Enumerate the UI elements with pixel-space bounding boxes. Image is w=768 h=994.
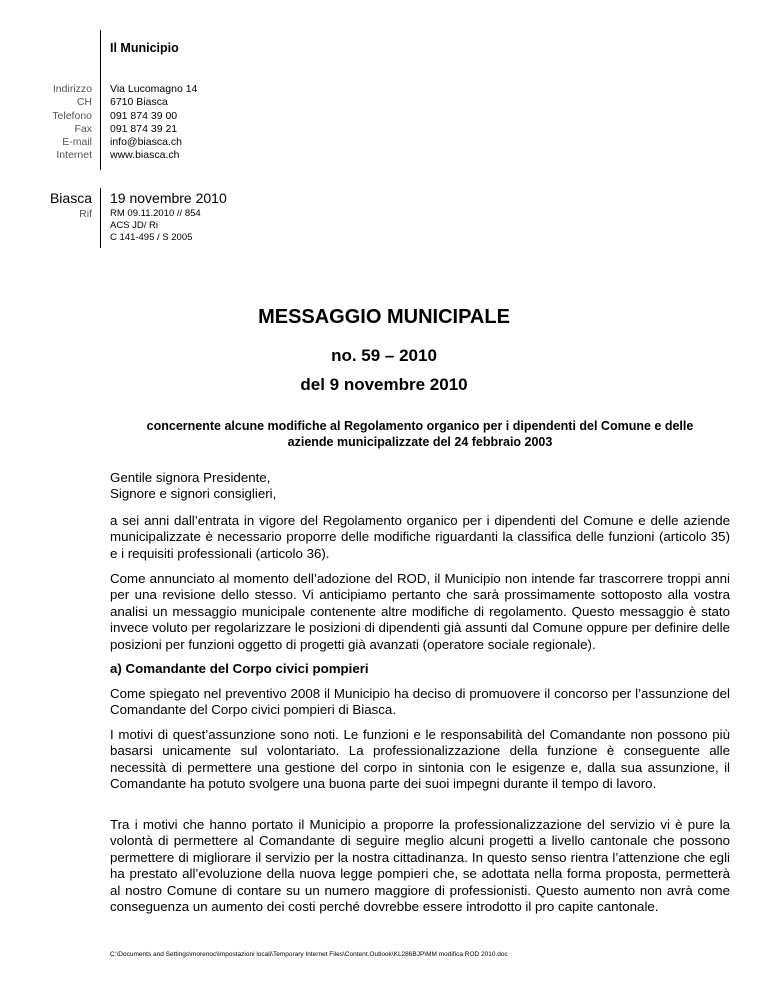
subject-line-2: aziende municipalizzate del 24 febbraio 2003 xyxy=(287,435,553,449)
postal-value: 6710 Biasca xyxy=(110,96,168,109)
body-paragraph-2: Come annunciato al momento dell’adozione del ROD, il Municipio non intende far trascorrere troppi anni per una revisione dello stesso. Vi anticipiamo pertanto che sarà prossimamente sottoposto alla vostra analisi un messaggio municipale contenente altre modifiche di regolamento. Questo messaggio è stato invece voluto per regolarizzare le posizioni di dipendenti già assunti dal Comune oppure per definire delle posizioni per funzioni oggetto di progetti già avanzati (operatore sociale regionale). xyxy=(110,571,730,652)
letter-date: 19 novembre 2010 xyxy=(110,190,227,206)
website-link[interactable]: www.biasca.ch xyxy=(110,149,180,162)
document-title: MESSAGGIO MUNICIPALE xyxy=(258,306,510,328)
subject-line-1: concernente alcune modifiche al Regolamento organico per i dipendenti del Comune e delle xyxy=(146,419,694,433)
contact-values xyxy=(110,83,197,163)
reference-item: RM 09.11.2010 // 854 xyxy=(110,208,201,219)
label-country: CH xyxy=(76,96,92,109)
label-phone: Telefono xyxy=(52,109,92,122)
header-divider xyxy=(100,30,101,170)
email-link[interactable]: info@biasca.ch xyxy=(110,136,182,149)
label-internet: Internet xyxy=(56,149,92,162)
label-address: Indirizzo xyxy=(52,83,92,95)
organization-name: Il Municipio xyxy=(110,41,179,55)
ref-label: Rif xyxy=(79,208,92,220)
label-fax: Fax xyxy=(74,122,92,135)
salutation xyxy=(110,470,730,503)
contact-labels xyxy=(52,83,92,163)
footer-file-path: C:\Documents and Settings\morenoc\Impostazioni locali\Temporary Internet Files\Content.Outlook\KL286BJP\MM modifica ROD 2010.doc xyxy=(110,951,508,958)
body-paragraph-5: Tra i motivi che hanno portato il Municipio a proporre la professionalizzazione del servizio vi è pure la volontà di permettere al Comandante di seguire meglio alcuni progetti a livello cantonale che possono permettere di migliorare il servizio per la nostra cittadinanza. In questo senso rientra l’attenzione che egli ha prestato all’evoluzione della nuova legge pompieri che, se adottata nella forma proposta, permetterà al nostro Comune di contare su un numero maggiore di professionisti. Questo aumento non avrà come conseguenza un aumento dei costi perché dovrebbe essere introdotto il pro capite cantonale. xyxy=(110,817,730,915)
place-label: Biasca xyxy=(49,190,92,206)
section-heading-a: a) Comandante del Corpo civici pompieri xyxy=(110,661,369,676)
message-number: no. 59 – 2010 xyxy=(331,346,437,365)
message-date: del 9 novembre 2010 xyxy=(300,375,468,394)
reference-item: ACS JD/ Ri xyxy=(110,220,159,232)
body-paragraph-1: a sei anni dall’entrata in vigore del Regolamento organico per i dipendenti del Comune e delle aziende municipalizzate è necessario proporre delle modifiche riguardanti la classifica delle funzioni (articolo 35) e i requisiti professionali (articolo 36). xyxy=(110,513,730,561)
subject xyxy=(110,418,730,450)
reference-item: C 141-495 / S 2005 xyxy=(110,232,193,244)
body-paragraph-4: I motivi di quest’assunzione sono noti. Le funzioni e le responsabilità del Comandante non possono più basarsi unicamente sul volontariato. La professionalizzazione della funzione è conseguente alle necessità di permettere una gestione del corpo in sintonia con le esigenze e, dalla sua assunzione, il Comandante ha potuto svolgere una buona parte dei suoi impegni durante il tempo di lavoro. xyxy=(110,727,730,792)
phone-value: 091 874 39 00 xyxy=(110,109,178,122)
header-divider-2 xyxy=(100,188,101,248)
fax-value: 091 874 39 21 xyxy=(110,122,178,135)
label-email: E-mail xyxy=(62,136,92,149)
address-value: Via Lucomagno 14 xyxy=(110,83,198,95)
salutation-line-1: Gentile signora Presidente, xyxy=(110,470,271,485)
body-paragraph-3: Come spiegato nel preventivo 2008 il Municipio ha deciso di promuovere il concorso per l’assunzione del Comandante del Corpo civici pompieri di Biasca. xyxy=(110,686,730,718)
salutation-line-2: Signore e signori consiglieri, xyxy=(110,486,277,502)
reference-list xyxy=(110,208,201,245)
